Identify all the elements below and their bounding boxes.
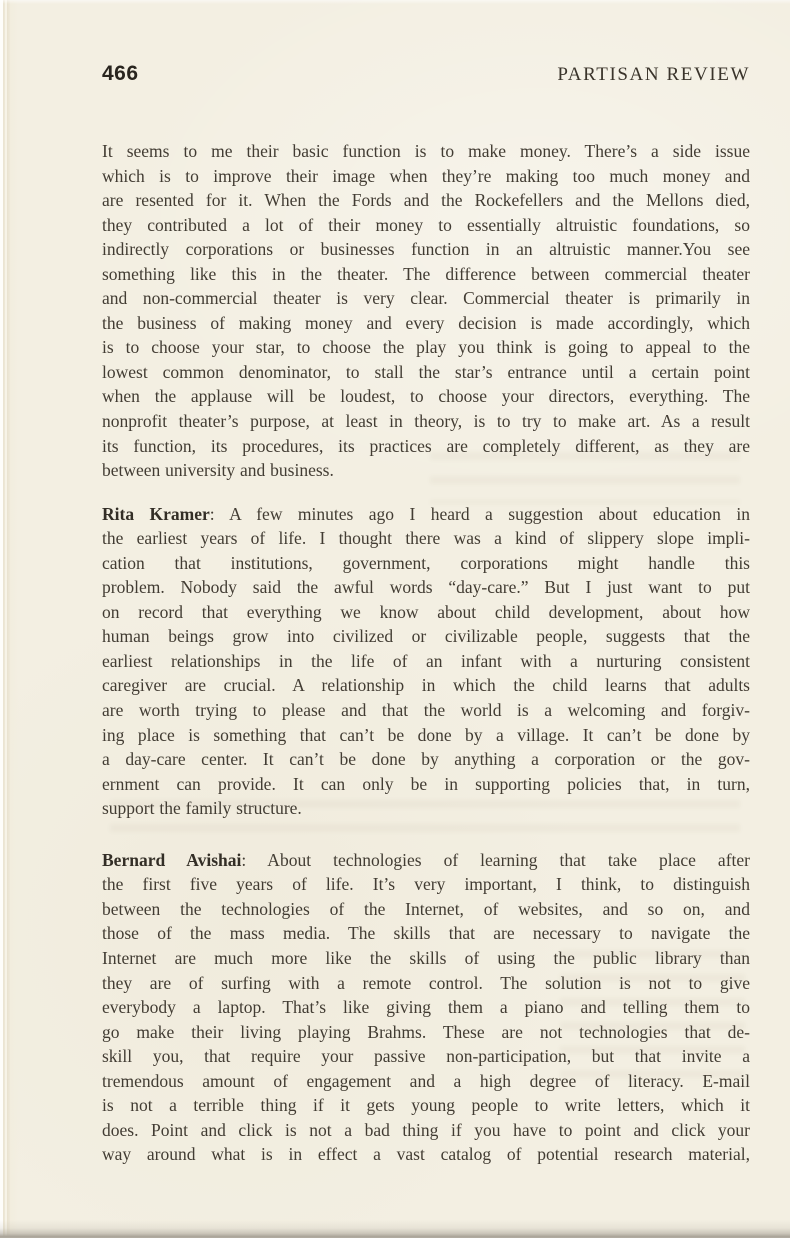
text-line: tremendous amount of engagement and a high degree of literacy. E-mail (102, 1070, 750, 1091)
text-line: are resented for it. When the Fords and the Rockefellers and the Mellons died, (102, 190, 750, 211)
text-line: is to choose your star, to choose the play you think is going to appeal to the (102, 337, 750, 358)
text-line: they are of surfing with a remote control. The solution is not to give (102, 972, 750, 993)
paragraph (102, 502, 750, 821)
text-line: the business of making money and every decision is made accordingly, which (102, 312, 750, 333)
page-bottom-edge-shadow (0, 1220, 790, 1238)
text-line: skill you, that require your passive non-participation, but that invite a (102, 1046, 750, 1067)
text-line: the first five years of life. It’s very important, I think, to distinguish (102, 874, 750, 895)
text-line: ernment can provide. It can only be in supporting policies that, in turn, (102, 773, 750, 794)
text-line: between university and business. (102, 460, 334, 481)
text-line: go make their living playing Brahms. These are not technologies that de- (102, 1021, 750, 1042)
text-line: lowest common denominator, to stall the star’s entrance until a certain point (102, 361, 750, 382)
text-line: indirectly corporations or businesses function in an altruistic manner.You see (102, 239, 750, 260)
text-line: nonprofit theater’s purpose, at least in theory, is to try to make art. As a result (102, 411, 750, 432)
page-header (102, 62, 750, 86)
text-line: and non-commercial theater is very clear. Commercial theater is primarily in (102, 288, 750, 309)
text-line: its function, its procedures, its practices are completely different, as they are (102, 435, 750, 456)
text-line: everybody a laptop. That’s like giving them a piano and telling them to (102, 997, 750, 1018)
page-left-edge (0, 0, 18, 1238)
journal-title: PARTISAN REVIEW (557, 64, 750, 85)
text-line: between the technologies of the Internet, of websites, and so on, and (102, 898, 750, 919)
text-line: It seems to me their basic function is to make money. There’s a side issue (102, 141, 750, 161)
text-line: are worth trying to please and that the world is a welcoming and forgiv- (102, 700, 750, 721)
text-line: on record that everything we know about child development, about how (102, 601, 750, 622)
text-line: which is to improve their image when they’re making too much money and (102, 165, 750, 186)
text-line: ing place is something that can’t be done by a village. It can’t be done by (102, 724, 750, 745)
page-number: 466 (102, 62, 139, 85)
speaker-name: Rita Kramer (102, 503, 210, 524)
text-line: those of the mass media. The skills that are necessary to navigate the (102, 923, 750, 944)
text-line: they contributed a lot of their money to essentially altruistic foundations, so (102, 214, 750, 235)
text-line: the earliest years of life. I thought there was a kind of slippery slope impli- (102, 528, 750, 549)
text-line: support the family structure. (102, 798, 302, 819)
text-line: does. Point and click is not a bad thing if you have to point and click your (102, 1119, 750, 1140)
paragraph (102, 139, 750, 483)
text-line: something like this in the theater. The difference between commercial theater (102, 263, 750, 284)
speaker-name: Bernard Avishai (102, 849, 242, 870)
text-line: is not a terrible thing if it gets young people to write letters, which it (102, 1095, 750, 1116)
text-line: way around what is in effect a vast catalog of potential research material, (102, 1144, 750, 1165)
text-line: cation that institutions, government, corporations might handle this (102, 552, 750, 573)
text-line: human beings grow into civilized or civilizable people, suggests that the (102, 626, 750, 647)
text-line: Bernard Avishai: About technologies of learning that take place after (102, 849, 750, 870)
text-line: problem. Nobody said the awful words “day-care.” But I just want to put (102, 577, 750, 598)
text-line: caregiver are crucial. A relationship in which the child learns that adults (102, 675, 750, 696)
paragraph (102, 848, 750, 1167)
page-top-edge (0, 0, 790, 4)
text-line: earliest relationships in the life of an infant with a nurturing consistent (102, 650, 750, 671)
text-line: Rita Kramer: A few minutes ago I heard a suggestion about education in (102, 503, 750, 524)
text-line: when the applause will be loudest, to choose your directors, everything. The (102, 386, 750, 407)
text-line: a day-care center. It can’t be done by anything a corporation or the gov- (102, 749, 750, 770)
text-block (102, 139, 750, 1167)
text-line: Internet are much more like the skills of using the public library than (102, 947, 750, 968)
